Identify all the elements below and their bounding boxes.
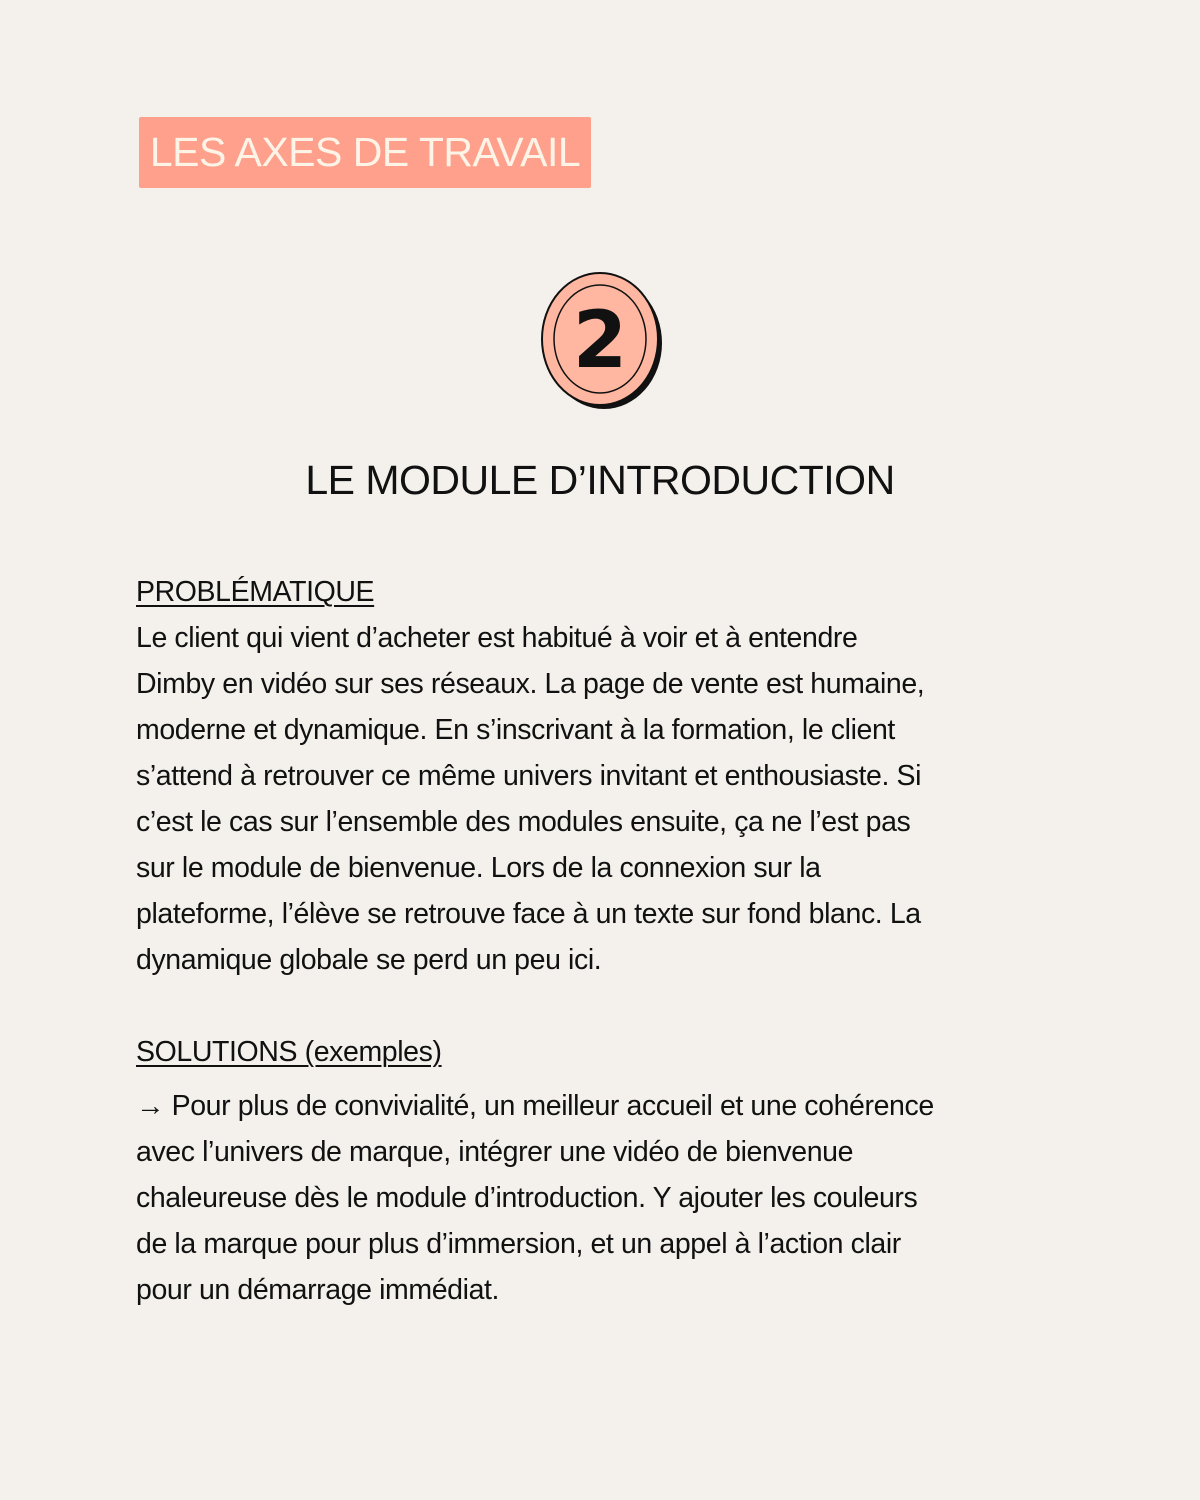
solutions-line: pour un démarrage immédiat. bbox=[136, 1274, 500, 1306]
section-tag-label: LES AXES DE TRAVAIL bbox=[149, 129, 581, 175]
problem-heading: PROBLÉMATIQUE bbox=[136, 576, 375, 608]
badge-number: 2 bbox=[572, 296, 628, 386]
problem-body bbox=[136, 615, 1066, 983]
section-tag bbox=[139, 117, 591, 188]
problem-line: plateforme, l’élève se retrouve face à un texte sur fond blanc. La bbox=[136, 898, 921, 930]
solutions-body bbox=[136, 1083, 1066, 1313]
solutions-heading: SOLUTIONS (exemples) bbox=[136, 1036, 442, 1068]
problem-line: sur le module de bienvenue. Lors de la connexion sur la bbox=[136, 852, 821, 884]
problem-line: Le client qui vient d’acheter est habitué à voir et à entendre bbox=[136, 622, 858, 654]
problem-line: c’est le cas sur l’ensemble des modules ensuite, ça ne l’est pas bbox=[136, 806, 911, 838]
solutions-line: avec l’univers de marque, intégrer une vidéo de bienvenue bbox=[136, 1136, 854, 1168]
problem-line: Dimby en vidéo sur ses réseaux. La page de vente est humaine, bbox=[136, 668, 925, 700]
solutions-line: → Pour plus de convivialité, un meilleur accueil et une cohérence bbox=[136, 1090, 934, 1122]
problem-section bbox=[136, 569, 1066, 983]
problem-line: s’attend à retrouver ce même univers invitant et enthousiaste. Si bbox=[136, 760, 922, 792]
number-badge bbox=[539, 270, 665, 412]
solutions-section bbox=[136, 1029, 1066, 1313]
solutions-line: de la marque pour plus d’immersion, et un appel à l’action clair bbox=[136, 1228, 901, 1260]
problem-line: moderne et dynamique. En s’inscrivant à la formation, le client bbox=[136, 714, 895, 746]
problem-line: dynamique globale se perd un peu ici. bbox=[136, 944, 602, 976]
solutions-line: chaleureuse dès le module d’introduction. Y ajouter les couleurs bbox=[136, 1182, 918, 1214]
module-title: LE MODULE D’INTRODUCTION bbox=[305, 457, 895, 503]
